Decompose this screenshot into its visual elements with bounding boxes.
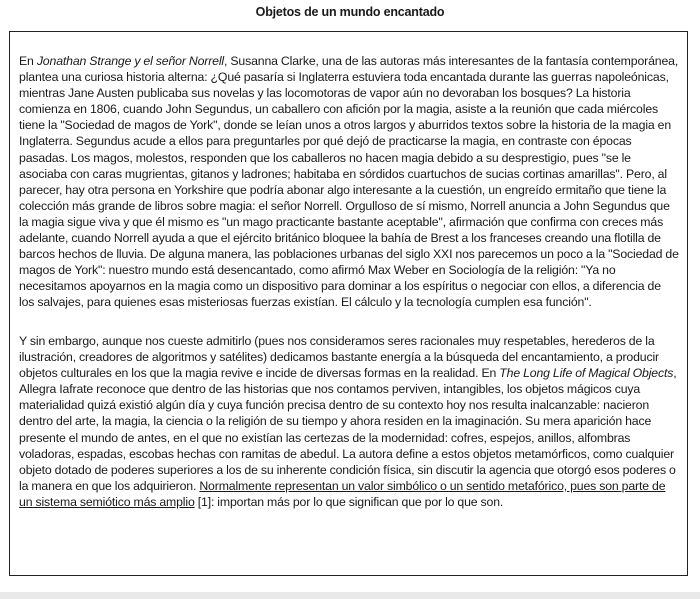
footnote-link[interactable]: [1] [197,494,211,509]
paragraph-1-text: , Susanna Clarke, una de las autoras más interesantes de la fantasía contemporánea, plantea una curiosa historia alterna: ¿Qué pasaría si Inglaterra estuviera toda encantada durante las guerras napoleónicas, mientras Jane Austen publicaba sus novelas y las locomotoras de vapor aún no devoraban los bosques? La historia comienza en 1806, cuando John Segundus, un caballero con afición por la magia, asiste a la reunión que cada miércoles tiene la "Sociedad de magos de York", donde se leían unos a otros largos y aburridos textos sobre la historia de la magia en Inglaterra. Segundus acude a ellos para preguntarles por qué dejó de practicarse la magia, en contraste con épocas pasadas. Los magos, molestos, responden que los caballeros no hacen magia debido a su desprestigio, pues "se le asociaba con caras mugrientas, gitanos y ladrones; habitaba en sórdidos cuartuchos de sucias cortinas amarillas". Pero, al parecer, hay otra persona en Yorkshire que podría abonar algo interesante a la cuestión, un engreído ermitaño que tiene la colección más grande de libros sobre magia: el señor Norrell. Orgulloso de sí mismo, Norrell anuncia a John Segundus que la magia sigue viva y que él mismo es "un mago practicante bastante aceptable", afirmación que confirma con creces más adelante, cuando Norrell ayuda a que el ejército británico bloquee la bahía de Brest a los franceses creando una flotilla de barcos hechos de lluvia. De alguna manera, las poblaciones urbanas del siglo XXI nos parecemos un poco a la "Sociedad de magos de York": nuestro mundo está desencantado, como afirmó Max Weber en Sociología de la religión: "Ya no necesitamos apoyarnos en la magia como un dispositivo para dominar a los espíritus o negociar con ellos, a diferencia de los salvajes, para quienes esas misteriosas fuerzas existían. El cálculo y la tecnología cumplen esa función". [19,54,679,310]
paragraph-2-text-c: : importan más por lo que significan que por lo que son. [210,494,504,509]
text-box [9,31,688,576]
book-title-jonathan-strange: Jonathan Strange y el señor Norrell [36,54,225,68]
paragraph-1 [19,53,679,311]
bottom-edge [0,592,700,599]
book-title-long-life-magical-objects: The Long Life of Magical Objects [499,366,674,381]
paragraph-2-text-b: , Allegra Iafrate reconoce que dentro de las historias que nos contamos perviven, intangibles, los objetos mágicos cuya materialidad quizá existió algún día y cuya función precisa dentro de su contexto hoy nos resulta inalcanzable: nacieron dentro del arte, la magia, la ciencia o la religión de su tiempo y ahora residen en la imaginación. Su mera aparición hace presente el mundo de antes, en el que no existían las certezas de la modernidad: cofres, espejos, anillos, alfombras voladoras, espadas, escobas hechas con ramitas de abedul. La autora define a estos objetos metamórficos, como cualquier objeto dotado de poderes superiores a los de su inherente condición física, sin discutir la agencia que otorgó esos poderes o la manera en que los adquirieron. [19,366,677,493]
paragraph-1-intro: En [19,54,37,68]
paragraph-2 [19,333,679,510]
page-title: Objetos de un mundo encantado [255,5,445,19]
paragraph-2-text-a: Y sin embargo, aunque nos cueste admitirlo (pues nos consideramos seres racionales muy respetables, herederos de la ilustración, creadores de algoritmos y satélites) dedicamos bastante energía a la búsqueda del encantamiento, a producir objetos culturales en los que la magia revive e incide de diversas formas en la realidad. En [19,334,660,381]
underlined-highlight: Normalmente representan un valor simbólico o un sentido metafórico, pues son parte de un sistema semiótico más amplio [19,478,666,509]
